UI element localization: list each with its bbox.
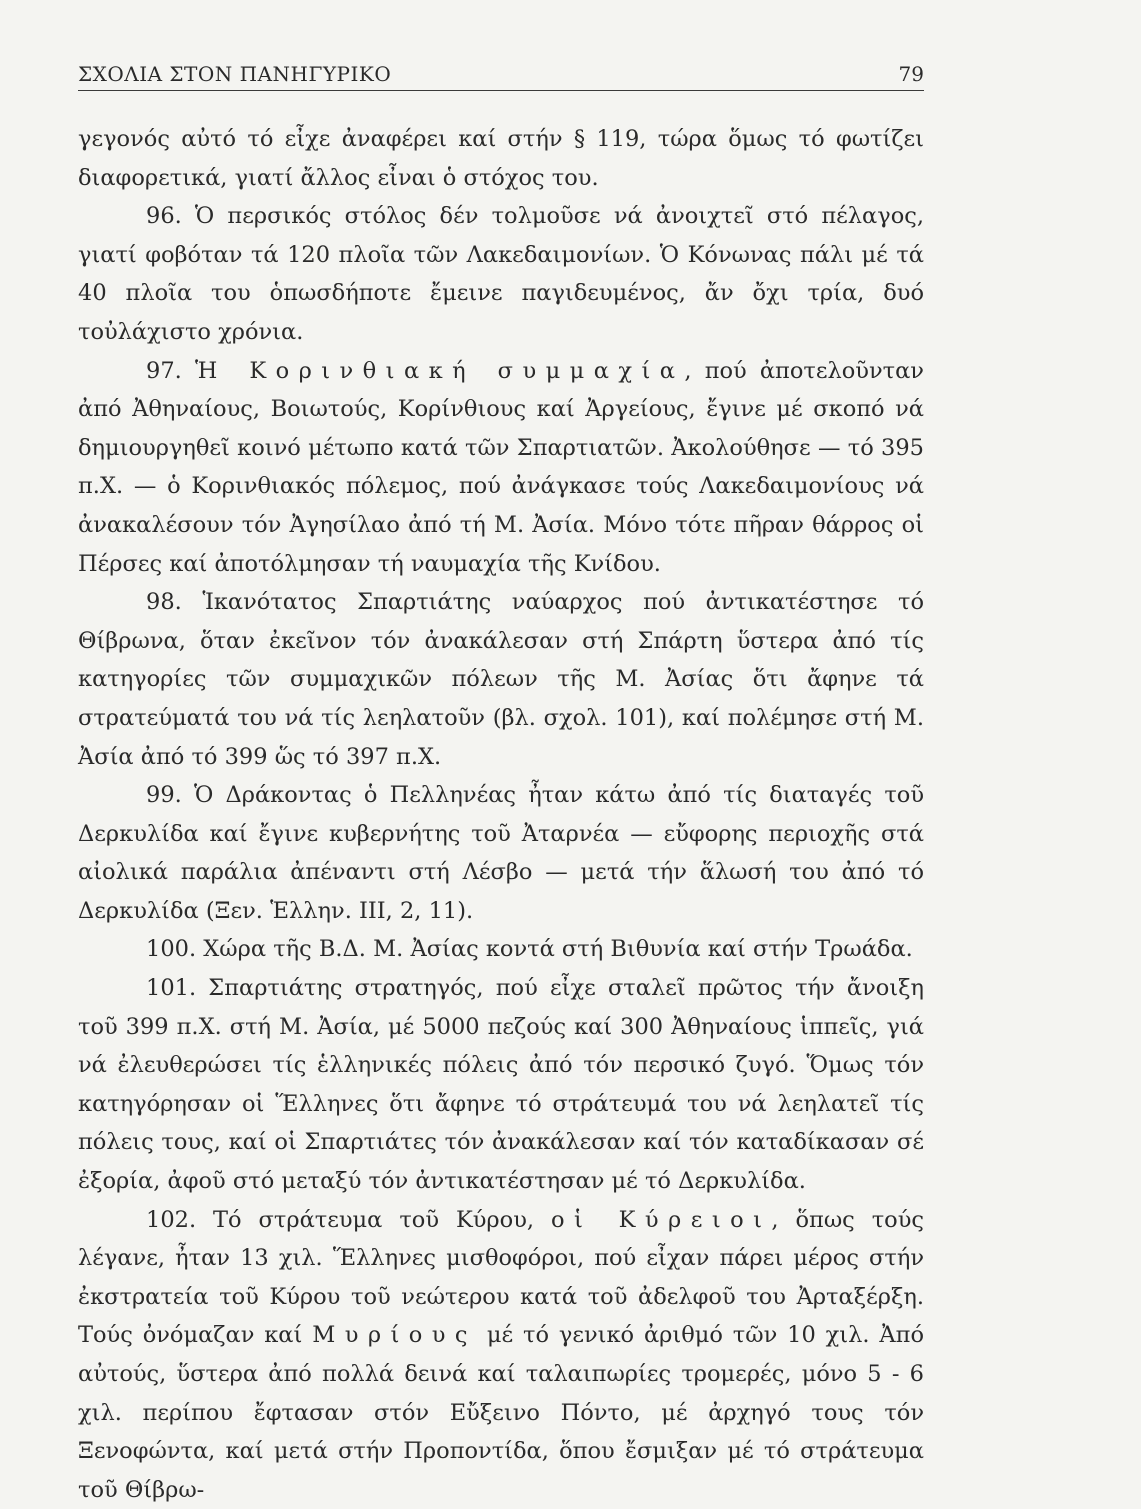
book-page [78,0,1078,1503]
note-97-rest: , πού ἀποτελοῦνταν ἀπό Ἀθηναίους, Βοιωτούς, Κορίνθιους καί Ἀργείους, ἔγινε μέ σκοπό νά δημιουργηθεῖ κοινό μέτωπο κατά τῶν Σπαρτιατῶν. Ἀκολούθησε — τό 395 π.Χ. — ὁ Κορινθιακός πόλεμος, πού ἀνάγκασε τούς Λακεδαιμονίους νά ἀνακαλέσουν τόν Ἀγησίλαο ἀπό τή Μ. Ἀσία. Μόνο τότε πῆραν θάρρος οἱ Πέρσες καί ἀποτόλμησαν τή ναυμαχία τῆς Κνίδου. [78,357,924,577]
spaced-term: Ἡ Κορινθιακή συμμαχία [194,357,685,384]
note-102-end: μέ τό γενικό ἀριθμό τῶν 10 χιλ. Ἀπό αὐτούς, ὕστερα ἀπό πολλά δεινά καί ταλαιπωρίες τρομερές, μόνο 5 - 6 χιλ. περίπου ἔφτασαν στόν Εὔξεινο Πόντο, μέ ἀρχηγό τους τόν Ξενοφώντα, καί μετά στήν Προποντίδα, ὅπου ἔσμιξαν μέ τό στράτευμα τοῦ Θίβρω- [78,1322,925,1503]
note-96: 96. Ὁ περσικός στόλος δέν τολμοῦσε νά ἀνοιχτεῖ στό πέλαγος, γιατί φοβόταν τά 120 πλοῖα τῶν Λακεδαιμονίων. Ὁ Κόνωνας πάλι μέ τά 40 πλοῖα του ὁπωσδήποτε ἔμεινε παγιδευμένος, ἄν ὄχι τρία, δυό τοὐλάχιστο χρόνια. [78,203,924,345]
page-number: 79 [898,62,924,86]
note-101: 101. Σπαρτιάτης στρατηγός, πού εἶχε σταλεῖ πρῶτος τήν ἄνοιξη τοῦ 399 π.Χ. στή Μ. Ἀσία, μέ 5000 πεζούς καί 300 Ἀθηναίους ἱππεῖς, γιά νά ἐλευθερώσει τίς ἑλληνικές πόλεις ἀπό τόν περσικό ζυγό. Ὅμως τόν κατηγόρησαν οἱ Ἕλληνες ὅτι ἄφηνε τό στράτευμά του νά λεηλατεῖ τίς πόλεις τους, καί οἱ Σπαρτιάτες τόν ἀνακάλεσαν καί τόν καταδίκασαν σέ ἐξορία, ἀφοῦ στό μεταξύ τόν ἀντικατέστησαν μέ τό Δερκυλίδα. [78,975,924,1195]
running-header [78,60,924,91]
spaced-term: οἱ Κύρειοι [551,1206,772,1233]
note-102 [78,1201,924,1509]
note-99: 99. Ὁ Δράκοντας ὁ Πελληνέας ἦταν κάτω ἀπό τίς διαταγές τοῦ Δερκυλίδα καί ἔγινε κυβερνήτης τοῦ Ἀταρνέα — εὔφορης περιοχῆς στά αἰολικά παράλια ἀπέναντι στή Λέσβο — μετά τήν ἅλωσή του ἀπό τό Δερκυλίδα (Ξεν. Ἑλλην. ΙΙΙ, 2, 11). [78,782,924,924]
spaced-term: Μυρίους [312,1322,477,1349]
note-98: 98. Ἱκανότατος Σπαρτιάτης ναύαρχος πού ἀντικατέστησε τό Θίβρωνα, ὅταν ἐκεῖνον τόν ἀνακάλεσαν στή Σπάρτη ὕστερα ἀπό τίς κατηγορίες τῶν συμμαχικῶν πόλεων τῆς Μ. Ἀσίας ὅτι ἄφηνε τά στρατεύματά του νά τίς λεηλατοῦν (βλ. σχολ. 101), καί πολέμησε στή Μ. Ἀσία ἀπό τό 399 ὥς τό 397 π.Χ. [78,589,924,770]
note-97-start: 97. [146,357,195,384]
note-97 [78,352,924,584]
paragraph-continuation: γεγονός αὐτό τό εἶχε ἀναφέρει καί στήν § 119, τώρα ὅμως τό φωτίζει διαφορετικά, γιατί ἄλλος εἶναι ὁ στόχος του. [78,126,924,191]
note-102-middle: , ὅπως τούς λέγανε, ἦταν 13 χιλ. Ἕλληνες μισθοφόροι, πού εἶχαν πάρει μέρος στήν ἐκστρατεία τοῦ Κύρου τοῦ νεώτερου κατά τοῦ ἀδελφοῦ του Ἀρταξέρξη. Τούς ὀνόμαζαν καί [78,1206,924,1349]
note-100: 100. Χώρα τῆς Β.Δ. Μ. Ἀσίας κοντά στή Βιθυνία καί στήν Τρωάδα. [146,936,913,963]
running-title: ΣΧΟΛΙΑ ΣΤΟΝ ΠΑΝΗΓΥΡΙΚΟ [78,62,392,86]
note-102-start: 102. Τό στράτευμα τοῦ Κύρου, [146,1206,551,1233]
page-body [78,120,924,1509]
